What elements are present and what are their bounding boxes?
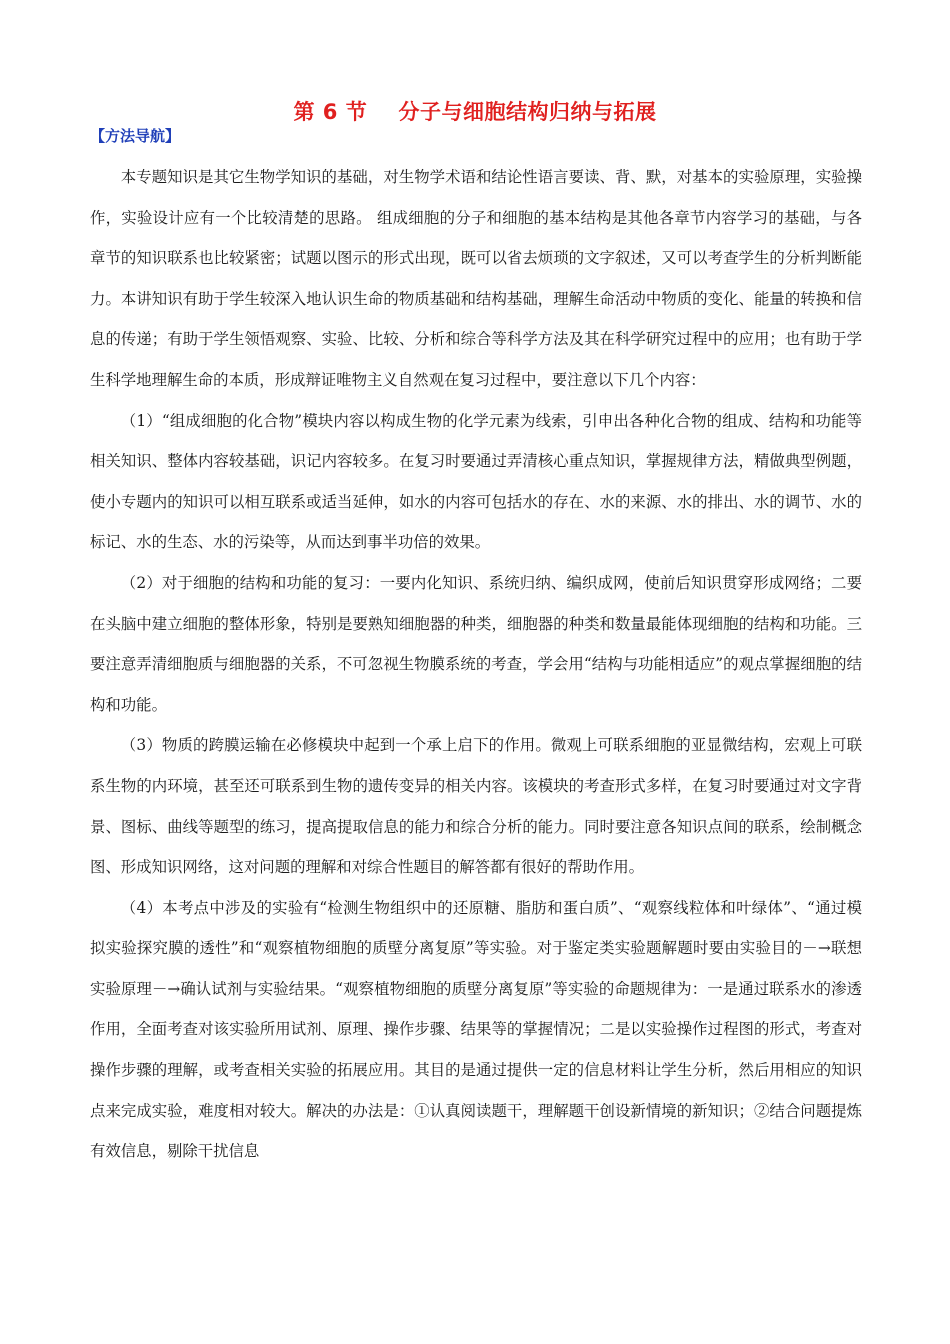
paragraph-point-4: （4）本考点中涉及的实验有“检测生物组织中的还原糖、脂肪和蛋白质”、“观察线粒体和叶绿体”、“通过模拟实验探究膜的透性”和“观察植物细胞的质壁分离复原”等实验。对于鉴定类实验题解题时要由实验目的－→联想实验原理－→确认试剂与实验结果。“观察植物细胞的质壁分离复原”等实验的命题规律为：一是通过联系水的渗透作用，全面考查对该实验所用试剂、原理、操作步骤、结果等的掌握情况；二是以实验操作过程图的形式，考查对操作步骤的理解，或考查相关实验的拓展应用。其目的是通过提供一定的信息材料让学生分析，然后用相应的知识点来完成实验，难度相对较大。解决的办法是：①认真阅读题干，理解题干创设新情境的新知识；②结合问题提炼有效信息，剔除干扰信息 xyxy=(90,898,862,1161)
paragraph-intro: 本专题知识是其它生物学知识的基础，对生物学术语和结论性语言要读、背、默，对基本的实验原理，实验操作，实验设计应有一个比较清楚的思路。 组成细胞的分子和细胞的基本结构是其他各章节内容学习的基础，与各章节的知识联系也比较紧密；试题以图示的形式出现，既可以省去烦琐的文字叙述，又可以考查学生的分析判断能力。本讲知识有助于学生较深入地认识生命的物质基础和结构基础，理解生命活动中物质的变化、能量的转换和信息的传递；有助于学生领悟观察、实验、比较、分析和综合等科学方法及其在科学研究过程中的应用；也有助于学生科学地理解生命的本质，形成辩证唯物主义自然观在复习过程中，要注意以下几个内容： xyxy=(90,168,862,389)
section-label-method-guide: 【方法导航】 xyxy=(90,127,181,145)
paragraph-point-3: （3）物质的跨膜运输在必修模块中起到一个承上启下的作用。微观上可联系细胞的亚显微结构，宏观上可联系生物的内环境，甚至还可联系到生物的遗传变异的相关内容。该模块的考查形式多样，在复习时要通过对文字背景、图标、曲线等题型的练习，提高提取信息的能力和综合分析的能力。同时要注意各知识点间的联系，绘制概念图、形成知识网络，这对问题的理解和对综合性题目的解答都有很好的帮助作用。 xyxy=(90,736,862,877)
body-text xyxy=(90,157,862,1172)
document-title: 第 6 节 分子与细胞结构归纳与拓展 xyxy=(293,100,657,124)
paragraph-point-1: （1）“组成细胞的化合物”模块内容以构成生物的化学元素为线索，引申出各种化合物的组成、结构和功能等相关知识、整体内容较基础，识记内容较多。在复习时要通过弄清核心重点知识，掌握规律方法，精做典型例题，使小专题内的知识可以相互联系或适当延伸，如水的内容可包括水的存在、水的来源、水的排出、水的调节、水的标记、水的生态、水的污染等，从而达到事半功倍的效果。 xyxy=(90,411,862,552)
paragraph-point-2: （2）对于细胞的结构和功能的复习：一要内化知识、系统归纳、编织成网，使前后知识贯穿形成网络；二要在头脑中建立细胞的整体形象，特别是要熟知细胞器的种类，细胞器的种类和数量最能体现细胞的结构和功能。三要注意弄清细胞质与细胞器的关系，不可忽视生物膜系统的考查，学会用“结构与功能相适应”的观点掌握细胞的结构和功能。 xyxy=(90,573,862,714)
